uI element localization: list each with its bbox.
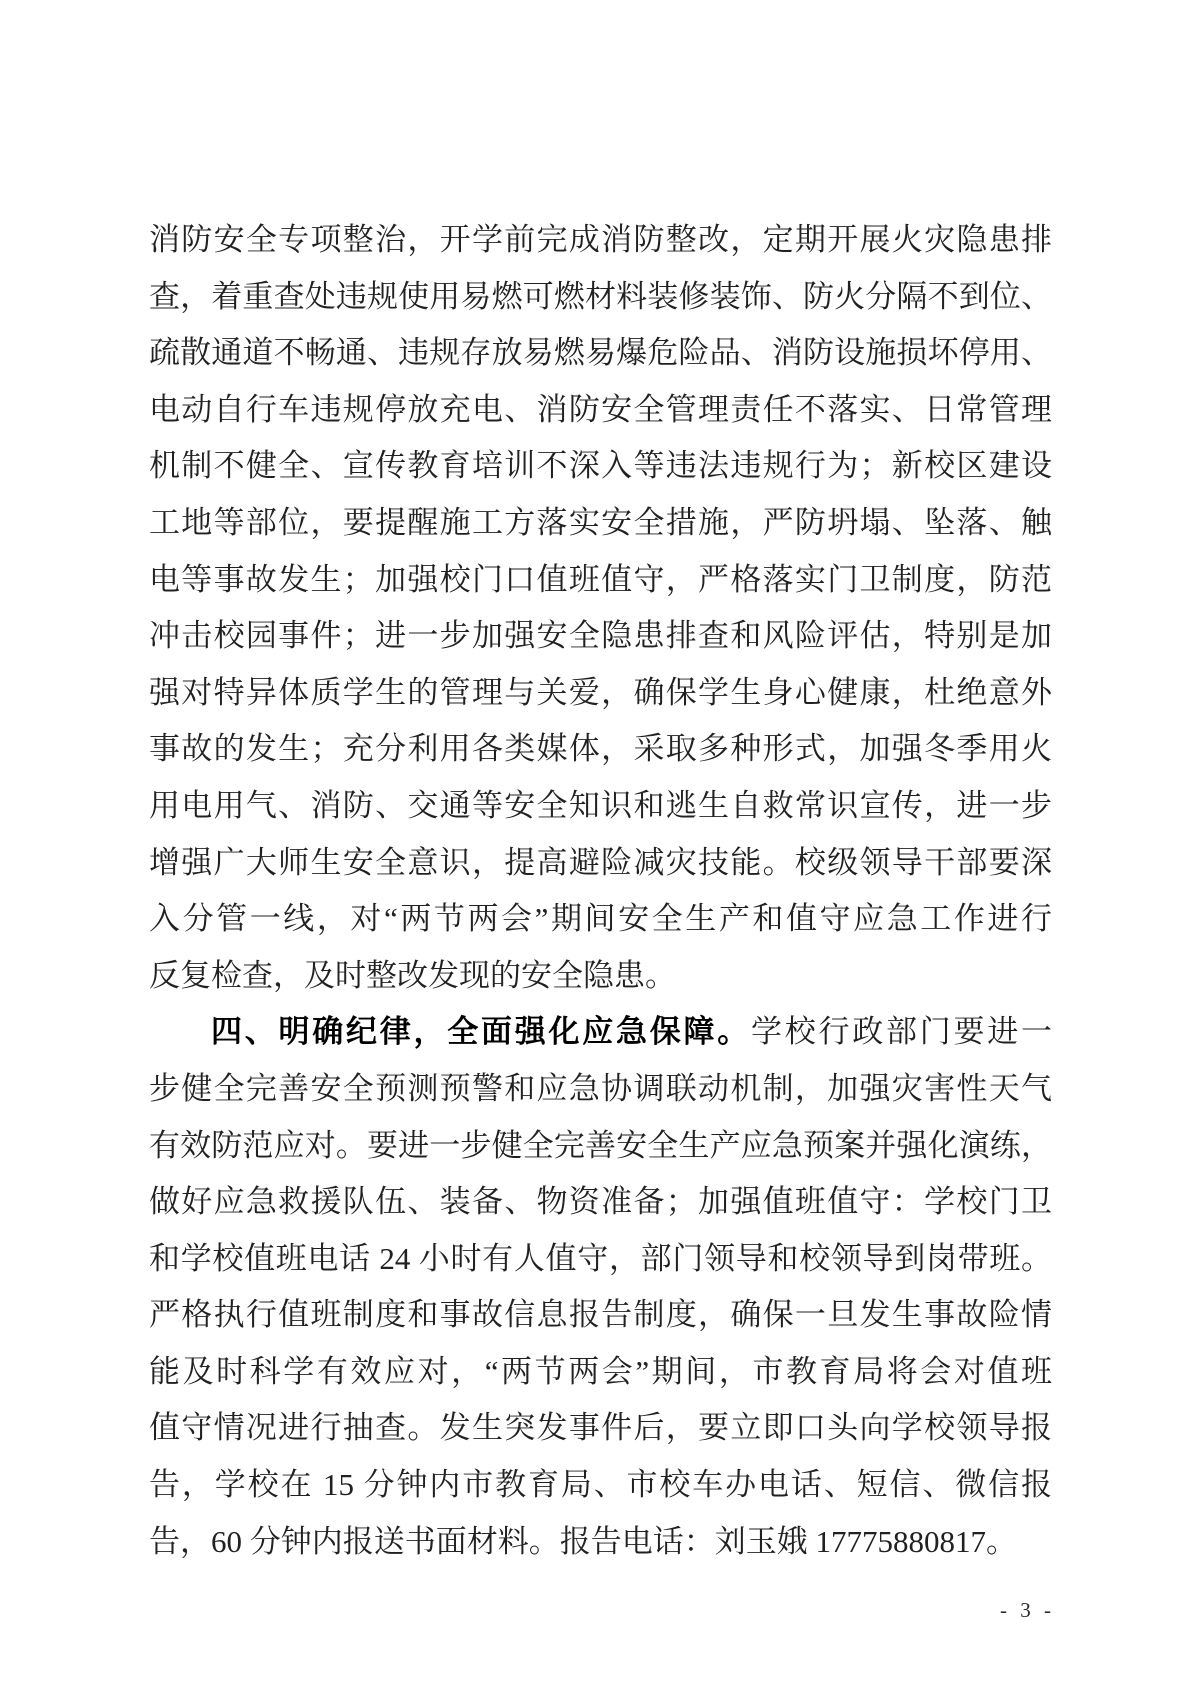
text-line: 电等事故发生；加强校门口值班值守，严格落实门卫制度，防范 bbox=[149, 561, 1052, 597]
text-line: 机制不健全、宣传教育培训不深入等违法违规行为；新校区建设 bbox=[149, 448, 1052, 484]
text-line: 值守情况进行抽查。发生突发事件后，要立即口头向学校领导报 bbox=[149, 1410, 1052, 1446]
text-line: 步健全完善安全预测预警和应急协调联动机制，加强灾害性天气 bbox=[149, 1070, 1052, 1106]
text-line: 查，着重查处违规使用易燃可燃材料装修装饰、防火分隔不到位、 bbox=[149, 278, 1052, 314]
text-line: 有效防范应对。要进一步健全完善安全生产应急预案并强化演练， bbox=[149, 1127, 1052, 1163]
text-line: 告，60 分钟内报送书面材料。报告电话：刘玉娥 17775880817。 bbox=[149, 1523, 1017, 1559]
text-line: 告，学校在 15 分钟内市教育局、市校车办电话、短信、微信报 bbox=[149, 1467, 1052, 1503]
text-line: 疏散通道不畅通、违规存放易燃易爆危险品、消防设施损坏停用、 bbox=[149, 335, 1052, 371]
text-line: 增强广大师生安全意识，提高避险减灾技能。校级领导干部要深 bbox=[149, 844, 1052, 880]
text-line: 强对特异体质学生的管理与关爱，确保学生身心健康，杜绝意外 bbox=[149, 674, 1052, 710]
text-line: 事故的发生；充分利用各类媒体，采取多种形式，加强冬季用火 bbox=[149, 731, 1052, 767]
text-line: 能及时科学有效应对，“两节两会”期间，市教育局将会对值班 bbox=[149, 1353, 1052, 1389]
page-number: - 3 - bbox=[1000, 1598, 1055, 1622]
text-line: 四、明确纪律，全面强化应急保障。学校行政部门要进一 bbox=[211, 1014, 1052, 1050]
text-line: 和学校值班电话 24 小时有人值守，部门领导和校领导到岗带班。 bbox=[149, 1240, 1052, 1276]
text-line: 入分管一线，对“两节两会”期间安全生产和值守应急工作进行 bbox=[149, 901, 1052, 937]
text-line: 冲击校园事件；进一步加强安全隐患排查和风险评估，特别是加 bbox=[149, 618, 1052, 654]
text-line: 严格执行值班制度和事故信息报告制度，确保一旦发生事故险情 bbox=[149, 1297, 1052, 1333]
text-line: 消防安全专项整治，开学前完成消防整改，定期开展火灾隐患排 bbox=[149, 222, 1052, 257]
text-line: 电动自行车违规停放充电、消防安全管理责任不落实、日常管理 bbox=[149, 391, 1052, 427]
text-line: 反复检查，及时整改发现的安全隐患。 bbox=[149, 957, 676, 993]
text-line: 工地等部位，要提醒施工方落实安全措施，严防坍塌、坠落、触 bbox=[149, 504, 1052, 540]
text-line: 用电用气、消防、交通等安全知识和逃生自救常识宣传，进一步 bbox=[149, 787, 1052, 823]
text-line: 做好应急救援队伍、装备、物资准备；加强值班值守：学校门卫 bbox=[149, 1184, 1052, 1220]
section-heading-bold: 四、明确纪律，全面强化应急保障。 bbox=[211, 1014, 751, 1050]
document-body bbox=[149, 212, 1052, 1570]
